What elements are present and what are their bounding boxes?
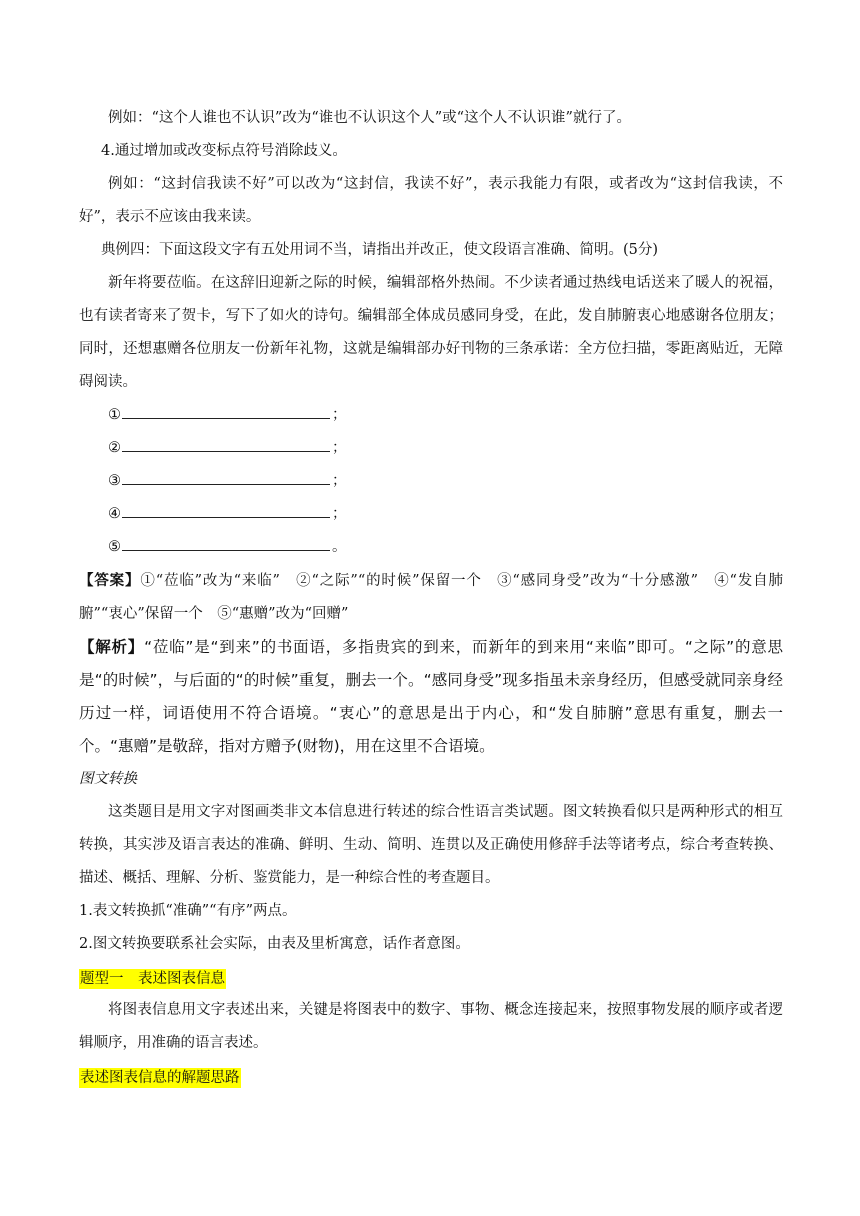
analysis-label: 【解析】 (79, 638, 145, 656)
exercise-passage: 新年将要莅临。在这辞旧迎新之际的时候，编辑部格外热闹。不少读者通过热线电话送来了暖人的祝福，也有读者寄来了贺卡，写下了如火的诗句。编辑部全体成员感同身受，在此，发自肺腑衷心地感谢各位朋友；同时，还想惠赠各位朋友一份新年礼物，这就是编辑部办好刊物的三条承诺：全方位扫描，零距离贴近，无障碍阅读。 (79, 275, 783, 390)
answer-blank-1[interactable] (79, 399, 783, 432)
analysis-block (79, 631, 783, 763)
blank-underline[interactable] (122, 501, 330, 518)
method-4-heading: 4.通过增加或改变标点符号消除歧义。 (101, 143, 347, 159)
point-2: 2.图文转换要联系社会实际，由表及里析寓意，话作者意图。 (79, 936, 470, 952)
blank-number: ① (108, 407, 121, 423)
blank-punct: ； (332, 473, 347, 489)
document-page (79, 102, 783, 1093)
blank-underline[interactable] (122, 468, 330, 485)
blank-underline[interactable] (122, 435, 330, 452)
example-line-1: 例如：“这个人谁也不认识”改为“谁也不认识这个人”或“这个人不认识谁”就行了。 (108, 110, 631, 126)
point-1: 1.表文转换抓“准确”“有序”两点。 (79, 903, 297, 919)
blank-number: ⑤ (108, 539, 121, 555)
blank-number: ② (108, 440, 121, 456)
section-intro: 这类题目是用文字对图画类非文本信息进行转述的综合性语言类试题。图文转换看似只是两种形式的相互转换，其实涉及语言表达的准确、鲜明、生动、简明、连贯以及正确使用修辞手法等诸考点，综合考查转换、描述、概括、理解、分析、鉴赏能力，是一种综合性的考查题目。 (79, 804, 783, 886)
answer-label: 【答案】 (79, 572, 141, 589)
highlight-heading-2: 表述图表信息的解题思路 (80, 1070, 240, 1086)
answer-block (79, 564, 783, 631)
highlight-heading-1-row (79, 961, 783, 994)
answer-blank-3[interactable] (79, 465, 783, 498)
answer-blanks (79, 399, 783, 564)
blank-punct: ； (332, 506, 347, 522)
highlight-heading-1: 题型一 表述图表信息 (80, 971, 225, 987)
blank-underline[interactable] (122, 534, 330, 551)
section-title: 图文转换 (79, 771, 137, 787)
blank-underline[interactable] (122, 402, 330, 419)
answer-blank-4[interactable] (79, 498, 783, 531)
answer-blank-5[interactable] (79, 531, 783, 564)
answer-text: ①“莅临”改为“来临” ②“之际”“的时候”保留一个 ③“感同身受”改为“十分感激” ④“发自肺腑”“衷心”保留一个 ⑤“惠赠”改为“回赠” (79, 573, 783, 622)
blank-punct: ； (332, 407, 347, 423)
blank-number: ④ (108, 506, 121, 522)
highlight-heading-2-row (79, 1060, 783, 1093)
blank-number: ③ (108, 473, 121, 489)
blank-punct: 。 (332, 539, 347, 555)
analysis-text: “莅临”是“到来”的书面语，多指贵宾的到来，而新年的到来用“来临”即可。“之际”的意思是“的时候”，与后面的“的时候”重复，删去一个。“感同身受”现多指虽未亲身经历，但感受就同亲身经历过一样，词语使用不符合语境。“衷心”的意思是出于内心，和“发自肺腑”意思有重复，删去一个。“惠赠”是敬辞，指对方赠予(财物)，用在这里不合语境。 (79, 638, 783, 755)
typical-example-4-prompt: 典例四：下面这段文字有五处用词不当，请指出并改正，使文段语言准确、简明。(5分) (101, 242, 659, 258)
blank-punct: ； (332, 440, 347, 456)
answer-blank-2[interactable] (79, 432, 783, 465)
type-1-description: 将图表信息用文字表述出来，关键是将图表中的数字、事物、概念连接起来，按照事物发展的顺序或者逻辑顺序，用准确的语言表述。 (79, 1002, 783, 1051)
example-line-2: 例如：“这封信我读不好”可以改为“这封信，我读不好”，表示我能力有限，或者改为“这封信我读，不好”，表示不应该由我来读。 (79, 176, 783, 225)
